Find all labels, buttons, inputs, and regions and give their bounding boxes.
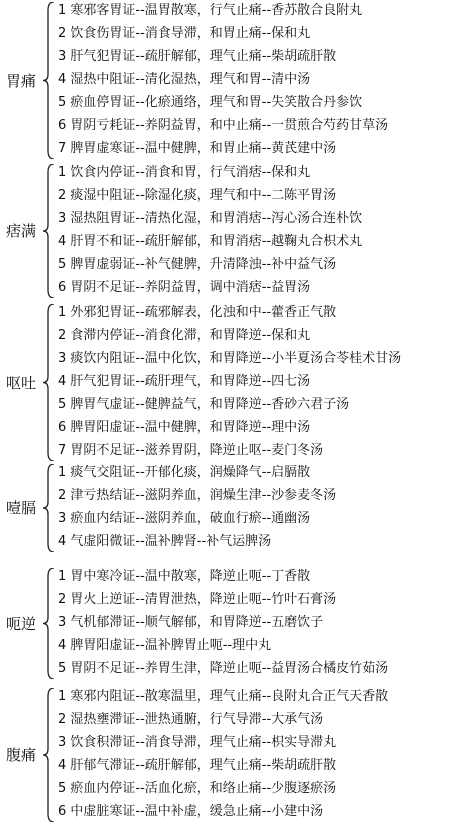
syndrome-line: 5 瘀血内停证--活血化瘀，和络止痛--少腹逐瘀汤 [58,781,337,796]
section-category-label: 胃痛 [6,71,37,90]
syndrome-line: 2 湿热壅滞证--泄热通腑，行气导滞--大承气汤 [58,712,324,727]
syndrome-line: 5 瘀血停胃证--化瘀通络，理气和胃--失笑散合丹参饮 [58,95,363,110]
syndrome-line: 6 胃阴亏耗证--养阴益胃，和中止痛--一贯煎合芍药甘草汤 [58,118,389,133]
curly-brace-icon [42,688,56,822]
syndrome-line: 2 津亏热结证--滋阴养血，润燥生津--沙参麦冬汤 [58,488,337,503]
syndrome-line: 3 气机郁滞证--顺气解郁，和胃降逆--五磨饮子 [58,615,324,630]
syndrome-line: 3 痰饮内阻证--温中化饮，和胃降逆--小半夏汤合苓桂术甘汤 [58,351,402,366]
syndrome-line: 4 肝胃不和证--疏肝解郁，和胃消痞--越鞠丸合枳术丸 [58,234,363,249]
section-category-label: 呕吐 [6,373,37,392]
syndrome-line: 4 湿热中阻证--清化湿热，理气和胃--清中汤 [58,72,311,87]
section-1 [0,0,462,161]
curly-brace-icon [42,164,56,298]
syndrome-line: 5 脾胃气虚证--健脾益气，和胃降逆--香砂六君子汤 [58,397,350,412]
syndrome-line: 1 寒邪内阻证--散寒温里，理气止痛--良附丸合正气天香散 [58,689,389,704]
curly-brace-icon [42,2,56,159]
curly-brace-icon [42,464,56,552]
section-3 [0,302,462,463]
syndrome-line: 5 胃阴不足证--养胃生津，降逆止呃--益胃汤合橘皮竹茹汤 [58,661,389,676]
syndrome-line: 7 胃阴不足证--滋养胃阴，降逆止呕--麦门冬汤 [58,443,324,458]
syndrome-line: 2 饮食伤胃证--消食导滞，和胃止痛--保和丸 [58,26,311,41]
section-5 [0,566,462,681]
syndrome-line: 6 中虚脏寒证--温中补虚，缓急止痛--小建中汤 [58,804,324,819]
syndrome-line: 1 外邪犯胃证--疏邪解表，化浊和中--藿香正气散 [58,305,337,320]
section-6 [0,686,462,824]
syndrome-line: 2 胃火上逆证--清胃泄热，降逆止呃--竹叶石膏汤 [58,592,337,607]
syndrome-line: 6 脾胃阳虚证--温中健脾，和胃降逆--理中汤 [58,420,311,435]
syndrome-line: 2 食滞内停证--消食化滞，和胃降逆--保和丸 [58,328,311,343]
syndrome-line: 6 胃阴不足证--养阴益胃，调中消痞--益胃汤 [58,280,311,295]
syndrome-line: 4 脾胃阳虚证--温补脾胃止呃--理中丸 [58,638,272,653]
syndrome-line: 2 痰湿中阻证--除湿化痰，理气和中--二陈平胃汤 [58,188,337,203]
section-2 [0,162,462,300]
section-category-label: 噎膈 [6,499,37,517]
syndrome-line: 4 肝郁气滞证--疏肝解郁，理气止痛--柴胡疏肝散 [58,758,337,773]
syndrome-line: 1 寒邪客胃证--温胃散寒，行气止痛--香苏散合良附丸 [58,3,363,18]
syndrome-line: 1 胃中寒冷证--温中散寒，降逆止呃--丁香散 [58,569,311,584]
section-category-label: 腹痛 [6,746,37,764]
section-category-label: 呃逆 [6,614,37,633]
syndrome-line: 1 痰气交阻证--开郁化痰，润燥降气--启膈散 [58,465,311,480]
syndrome-line: 1 饮食内停证--消食和胃，行气消痞--保和丸 [58,165,311,180]
syndrome-line: 4 肝气犯胃证--疏肝理气，和胃降逆--四七汤 [58,374,311,389]
syndrome-line: 7 脾胃虚寒证--温中健脾，和胃止痛--黄芪建中汤 [58,141,337,156]
section-category-label: 痞满 [6,222,37,240]
syndrome-line: 3 肝气犯胃证--疏肝解郁，理气止痛--柴胡疏肝散 [58,49,337,64]
section-4 [0,462,462,554]
syndrome-line: 3 瘀血内结证--滋阴养血，破血行瘀--通幽汤 [58,511,311,526]
curly-brace-icon [42,304,56,461]
syndrome-line: 4 气虚阳微证--温补脾肾--补气运脾汤 [58,534,272,549]
syndrome-line: 3 饮食积滞证--消食导滞，理气止痛--枳实导滞丸 [58,735,337,750]
curly-brace-icon [42,568,56,679]
syndrome-line: 3 湿热阻胃证--清热化湿，和胃消痞--泻心汤合连朴饮 [58,211,363,226]
syndrome-line: 5 脾胃虚弱证--补气健脾，升清降浊--补中益气汤 [58,257,337,272]
